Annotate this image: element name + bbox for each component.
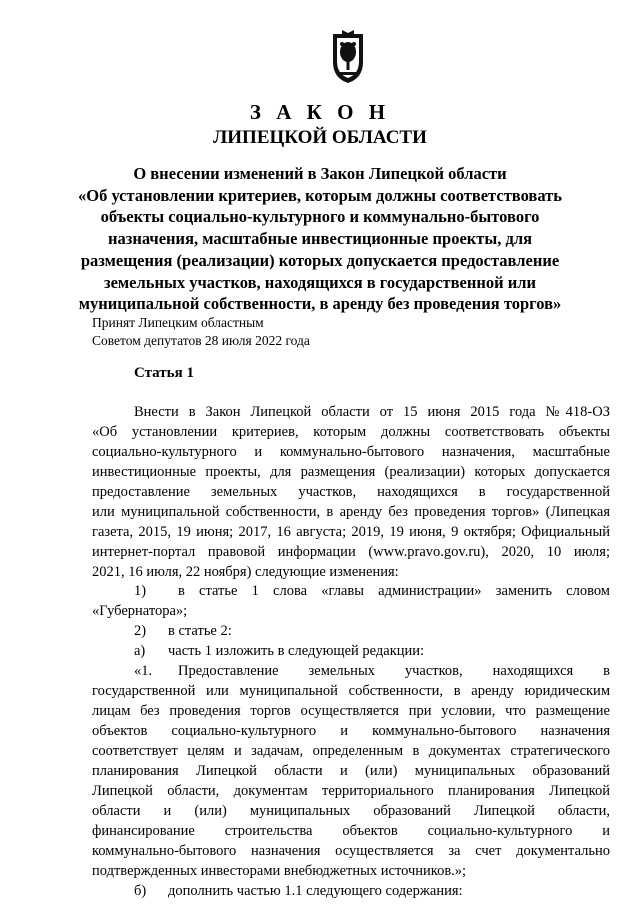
title-line: назначения, масштабные инвестиционные проекты, для [107, 229, 533, 249]
item-number: «1. [134, 663, 153, 680]
body-line: лицам без проведения торгов осуществляется при условии, что размещение [92, 703, 610, 720]
body-line: «Губернатора»; [92, 603, 188, 620]
list-item [92, 642, 610, 662]
list-item [92, 622, 610, 642]
title-line: размещения (реализации) которых допускается предоставление [80, 250, 560, 270]
article-body [92, 403, 610, 901]
list-item [92, 882, 610, 902]
body-line: государственной или муниципальной собственности, в аренду юридическим [92, 683, 610, 700]
title-line: муниципальной собственности, в аренду без проведения торгов» [78, 294, 562, 314]
item-number: 1) [134, 583, 147, 600]
body-line: интернет-портал правовой информации (www.pravo.gov.ru), 2020, 10 июля; [92, 543, 610, 560]
adoption-line: Принят Липецким областным [92, 315, 264, 330]
coat-of-arms-icon [328, 28, 368, 86]
body-line: или муниципальной собственности, в аренду без проведения торгов» (Липецкая [92, 503, 610, 520]
title-line: «Об установлении критериев, которым должны соответствовать [77, 185, 562, 205]
body-line: подтвержденных инвесторами внебюджетных источников.»; [92, 862, 467, 879]
body-line: 2021, 16 июля, 22 ноября) следующие изменения: [92, 563, 399, 580]
body-line: предоставление земельных участков, находящихся в государственной [92, 483, 610, 500]
item-number: а) [134, 643, 146, 660]
body-line: соответствует целям и задачам, определенным в документах стратегического [92, 742, 610, 759]
title-line: О внесении изменений в Закон Липецкой области [133, 164, 507, 183]
body-line: инвестиционные проекты, для размещения (реализации) которых допускается [92, 463, 610, 480]
item-text: Предоставление земельных участков, находящихся в [178, 663, 610, 680]
body-line: финансирование строительства объектов социально-культурного и [92, 822, 610, 839]
item-number: 2) [134, 623, 147, 640]
law-title [60, 163, 580, 315]
body-line: газета, 2015, 19 июня; 2017, 16 августа; 2019, 19 июня, 9 октября; Официальный [92, 523, 610, 540]
coat-of-arms-emblem [328, 28, 368, 86]
item-text: в статье 2: [168, 623, 232, 640]
title-line: объекты социально-культурного и коммунально-бытового [100, 207, 540, 227]
item-number: б) [134, 882, 147, 899]
body-line: «Об установлении критериев, которым должны соответствовать объекты [92, 423, 610, 440]
title-line: земельных участков, находящихся в государственной или [103, 272, 537, 292]
law-heading: З А К О Н [249, 100, 391, 124]
adoption-note [92, 314, 310, 350]
body-line: области и (или) муниципальных образований Липецкой области, [92, 802, 610, 819]
quote-first-line [92, 662, 610, 682]
item-text: в статье 1 слова «главы администрации» заменить словом [178, 583, 610, 600]
adoption-line: Советом депутатов 28 июля 2022 года [92, 333, 310, 348]
body-line: социально-культурного и коммунально-бытового назначения, масштабные [92, 443, 610, 460]
body-line: объектов социально-культурного и коммунально-бытового назначения [92, 723, 610, 739]
body-line: Внести в Закон Липецкой области от 15 июня 2015 года №418-ОЗ [134, 404, 610, 420]
article-heading: Статья 1 [134, 365, 194, 381]
body-line: Липецкой области, документам территориального планирования Липецкой [92, 782, 610, 799]
item-text: дополнить частью 1.1 следующего содержания: [168, 882, 463, 899]
list-item [92, 582, 610, 602]
body-line: коммунально-бытового назначения осуществляется за счет документально [92, 842, 610, 859]
item-text: часть 1 изложить в следующей редакции: [168, 643, 425, 660]
region-heading: ЛИПЕЦКОЙ ОБЛАСТИ [213, 127, 427, 148]
body-line: планирования Липецкой области и (или) муниципальных образований [92, 762, 610, 779]
